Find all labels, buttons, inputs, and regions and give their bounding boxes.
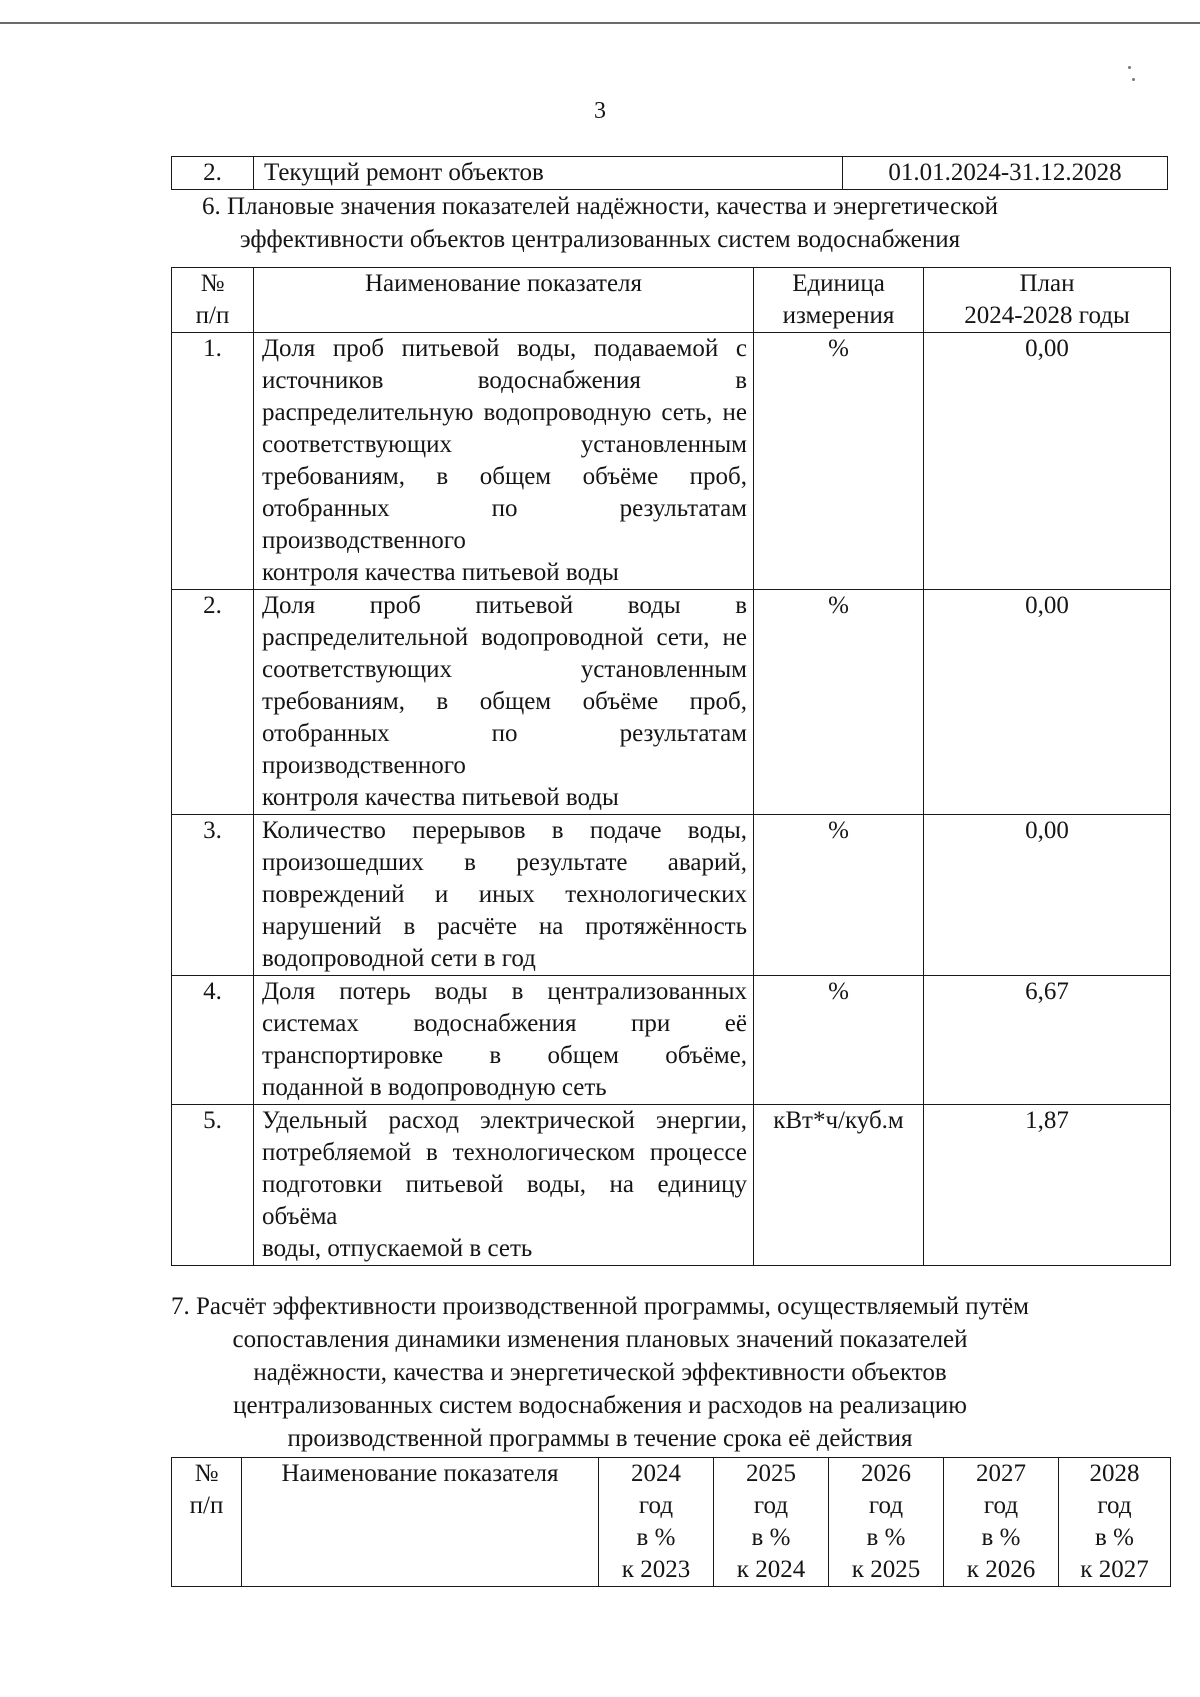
text-line: сети, не соответствующих (262, 624, 747, 683)
header-text: № (200, 270, 225, 297)
header-text: 2028 (1089, 1460, 1140, 1487)
table-row (172, 1105, 1171, 1266)
header-text: год (1097, 1492, 1132, 1519)
row-number: 2. (172, 590, 254, 815)
header-text: п/п (195, 302, 230, 329)
header-text: в % (1095, 1524, 1134, 1551)
table-header-row (172, 268, 1171, 333)
text-line: воды, отпускаемой в сеть (262, 1235, 533, 1262)
header-text: год (868, 1492, 904, 1519)
unit-value: % (754, 976, 924, 1105)
plan-value: 0,00 (924, 590, 1171, 815)
text-line: с источников водоснабжения (262, 335, 748, 394)
header-text: 2026 (861, 1460, 911, 1487)
text-line: энергии, потребляемой в (262, 1107, 748, 1166)
header-text: в % (636, 1524, 676, 1551)
header-text: 2025 (746, 1460, 796, 1487)
row-number: 4. (172, 976, 254, 1105)
title-line: эффективности объектов централизованных систем водоснабжения (239, 226, 961, 253)
title-line: надёжности, качества и энергетической эффективности объектов (253, 1359, 947, 1386)
text-line: технологическом процессе подготовки (262, 1139, 748, 1198)
section-6-title (0, 190, 1200, 256)
text-line: системах водоснабжения при (262, 1010, 671, 1037)
text-line: по результатам производственного (262, 495, 747, 554)
table-row (172, 976, 1171, 1105)
unit-value: % (754, 590, 924, 815)
table-row (172, 815, 1171, 976)
text-line: установленным требованиям, в общем (262, 431, 747, 490)
header-text: год (983, 1492, 1019, 1519)
header-text: измерения (782, 302, 895, 329)
indicator-name (254, 976, 754, 1105)
plan-value: 0,00 (924, 815, 1171, 976)
header-text: в % (981, 1524, 1021, 1551)
header-text: год (638, 1492, 674, 1519)
row-number: 2. (172, 157, 254, 190)
unit-value: кВт*ч/куб.м (754, 1105, 924, 1266)
header-text: к 2023 (621, 1556, 691, 1583)
table-row (172, 333, 1171, 590)
section-7-title (0, 1290, 1200, 1455)
header-plan (924, 268, 1171, 333)
header-text: к 2025 (851, 1556, 921, 1583)
header-text: год (753, 1492, 789, 1519)
header-year-2027 (944, 1458, 1059, 1587)
header-text: № (194, 1460, 219, 1487)
header-text: п/п (189, 1492, 224, 1519)
indicator-name (254, 815, 754, 976)
header-text: План (1019, 270, 1075, 297)
header-text: Единица (792, 270, 885, 297)
header-text: в % (751, 1524, 791, 1551)
title-line: сопоставления динамики изменения плановых значений показателей (232, 1326, 968, 1353)
row-number: 1. (172, 333, 254, 590)
text-line: поданной в водопроводную сеть (262, 1074, 607, 1101)
title-line: 6. Плановые значения показателей надёжности, качества и энергетической (201, 193, 999, 220)
header-text: к 2027 (1080, 1556, 1149, 1583)
header-year-2028 (1059, 1458, 1171, 1587)
row-number: 5. (172, 1105, 254, 1266)
title-line: производственной программы в течение срока её действия (287, 1425, 913, 1452)
text-line: в распределительной водопроводной (262, 592, 748, 651)
text-line: нарушений в расчёте на протяжённость (262, 913, 747, 940)
indicators-table (171, 267, 1171, 1266)
header-unit (754, 268, 924, 333)
text-line: сеть, не соответствующих (262, 399, 747, 458)
scan-top-edge (0, 22, 1200, 24)
work-name: Текущий ремонт объектов (254, 157, 843, 190)
header-text: 2027 (976, 1460, 1026, 1487)
page-number: 3 (594, 98, 606, 124)
row-number: 3. (172, 815, 254, 976)
works-table (171, 156, 1168, 190)
text-line: контроля качества питьевой воды (262, 559, 619, 586)
text-line: произошедших в результате аварий, (262, 849, 747, 876)
plan-value: 6,67 (924, 976, 1171, 1105)
header-num (172, 1458, 242, 1587)
header-num (172, 268, 254, 333)
text-line: в распределительную водопроводную (262, 367, 747, 426)
text-line: Количество перерывов в подаче воды, (262, 817, 747, 844)
unit-value: % (754, 333, 924, 590)
text-line: Удельный расход электрической (262, 1107, 635, 1134)
indicator-name (254, 333, 754, 590)
text-line: Доля проб питьевой воды (262, 592, 681, 619)
text-line: Доля потерь воды в централизованных (262, 978, 747, 1005)
header-text: к 2024 (736, 1556, 806, 1583)
text-line: её транспортировке в общем объёме, (262, 1010, 747, 1069)
text-line: объёме проб, отобранных (262, 688, 748, 747)
text-line: установленным требованиям, в общем (262, 656, 747, 715)
plan-value: 1,87 (924, 1105, 1171, 1266)
header-name: Наименование показателя (242, 1458, 599, 1587)
scan-speck (1132, 78, 1135, 81)
indicator-name (254, 590, 754, 815)
plan-value: 0,00 (924, 333, 1171, 590)
header-text: к 2026 (966, 1556, 1036, 1583)
text-line: объёме проб, отобранных (262, 463, 748, 522)
table-row (172, 590, 1171, 815)
indicator-name (254, 1105, 754, 1266)
header-text: в % (866, 1524, 906, 1551)
header-year-2024 (599, 1458, 714, 1587)
table-header-row (172, 1458, 1171, 1587)
header-year-2026 (829, 1458, 944, 1587)
text-line: питьевой воды, на единицу объёма (262, 1171, 747, 1230)
text-line: по результатам производственного (262, 720, 747, 779)
text-line: Доля проб питьевой воды, подаваемой (262, 335, 719, 362)
title-line: 7. Расчёт эффективности производственной программы, осуществляемый путём (171, 1293, 1029, 1320)
header-name: Наименование показателя (254, 268, 754, 333)
header-year-2025 (714, 1458, 829, 1587)
text-line: контроля качества питьевой воды (262, 784, 619, 811)
header-text: 2024-2028 годы (964, 302, 1130, 329)
efficiency-table (171, 1457, 1171, 1587)
table-row (172, 157, 1168, 190)
unit-value: % (754, 815, 924, 976)
scan-speck (1128, 66, 1131, 69)
work-period: 01.01.2024-31.12.2028 (843, 157, 1168, 190)
text-line: водопроводной сети в год (262, 945, 536, 972)
text-line: повреждений и иных технологических (262, 881, 747, 908)
header-text: 2024 (631, 1460, 681, 1487)
title-line: централизованных систем водоснабжения и расходов на реализацию (233, 1392, 967, 1419)
